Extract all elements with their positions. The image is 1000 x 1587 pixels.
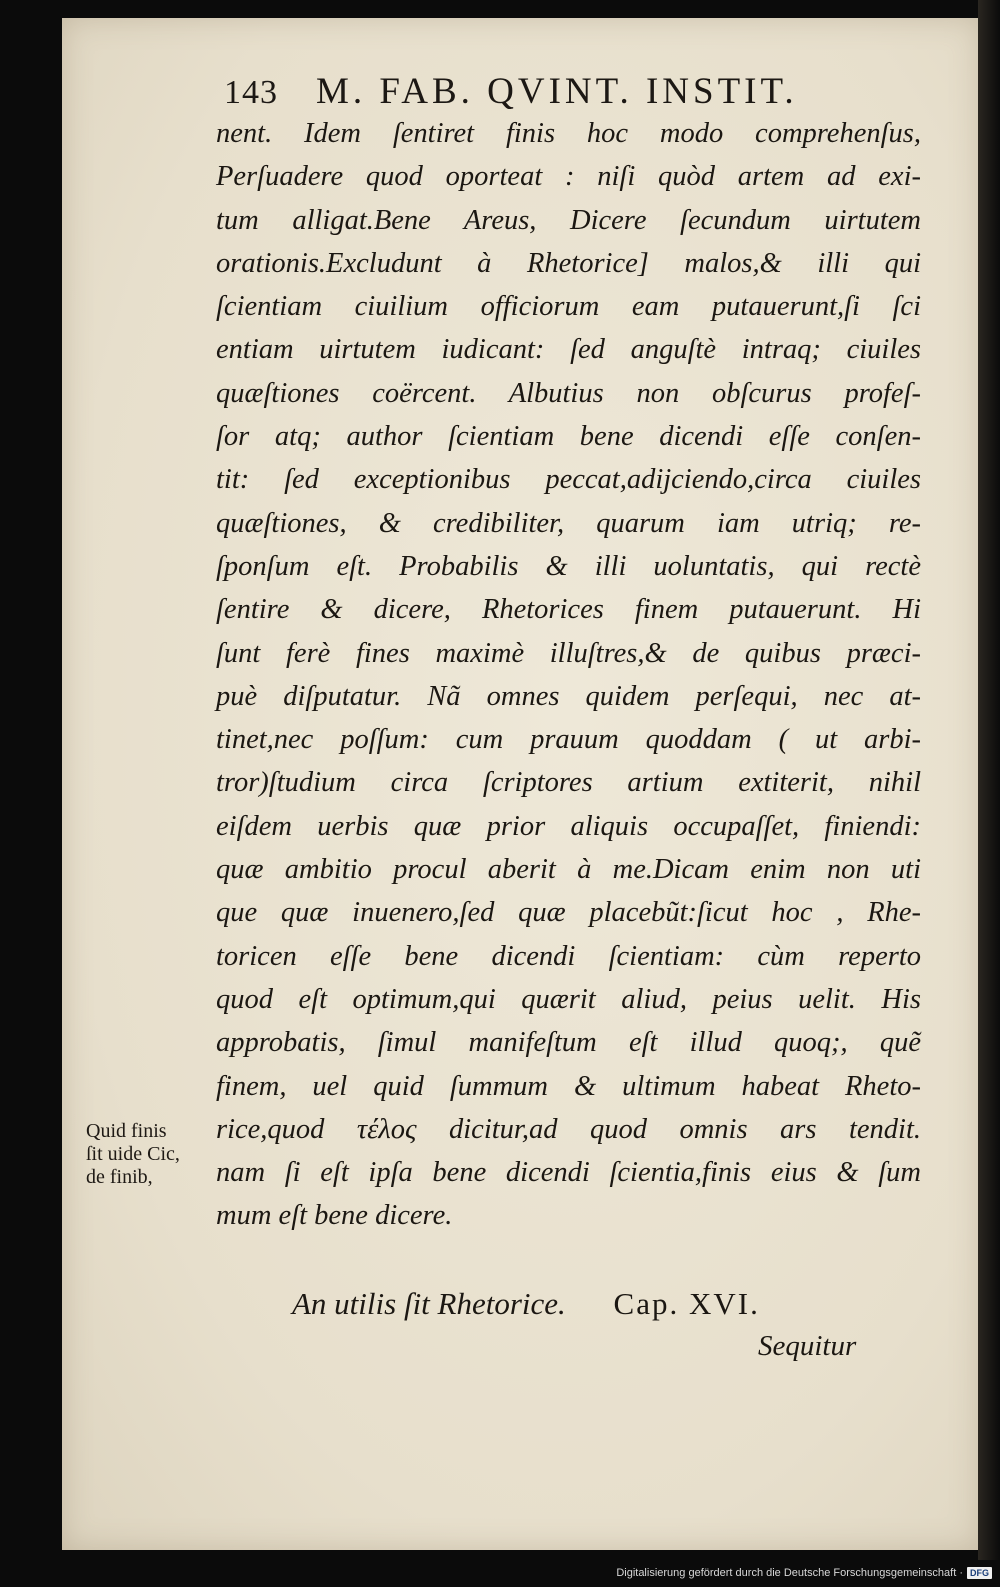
text-line: toricen eſſe bene dicendi ſcientiam: cùm reperto [216,940,921,972]
text-line: tit: ſed exceptionibus peccat,adijciendo,circa ciuiles [216,464,921,496]
text-line: puè diſputatur. Nã omnes quidem perſequi, nec at- [216,680,921,712]
margin-note-line: ſit uide Cic, [86,1143,180,1165]
page-header [224,70,914,113]
running-head: M. FAB. QVINT. INSTIT. [316,71,798,112]
text-line: nent. Idem ſentiret finis hoc modo comprehenſus, [216,118,921,149]
text-line: ſponſum eſt. Probabilis & illi uoluntatis, qui rectè [216,550,921,582]
text-line: tinet,nec poſſum: cum prauum quoddam ( ut arbi- [216,724,921,756]
text-line: quæſtiones coërcent. Albutius non obſcurus profeſ- [216,377,921,409]
body-text [216,112,921,1238]
text-line: orationis.Excludunt à Rhetorice] malos,& illi qui [216,247,921,279]
text-line: quæ ambitio procul aberit à me.Dicam enim non uti [216,854,921,886]
margin-note-line: de finib, [86,1166,153,1188]
text-line: ſor atq; author ſcientiam bene dicendi eſſe conſen- [216,421,921,453]
text-line: eiſdem uerbis quæ prior aliquis occupaſſet, finiendi: [216,810,921,842]
text-line: mum eſt bene dicere. [216,1200,453,1232]
text-line: quæſtiones, & credibiliter, quarum iam utriq; re- [216,507,921,539]
chapter-number: Cap. XVI. [613,1286,760,1321]
text-line: finem, uel quid ſummum & ultimum habeat Rheto- [216,1070,921,1102]
text-line: quod eſt optimum,qui quærit aliud, peius uelit. His [216,983,921,1015]
text-line: que quæ inuenero,ſed quæ placebũt:ſicut hoc , Rhe- [216,897,921,929]
text-line: Perſuadere quod oporteat : niſi quòd artem ad exi- [216,161,921,193]
catchword: Sequitur [758,1330,857,1362]
text-line: entiam uirtutem iudicant: ſed anguſtè intraq; ciuiles [216,334,921,366]
page-number: 143 [224,74,278,111]
text-line: ſentire & dicere, Rhetorices finem putauerunt. Hi [216,594,921,626]
digitization-footer [616,1563,992,1583]
dfg-logo: DFG [967,1567,992,1579]
text-line: tror)ſtudium circa ſcriptores artium extiterit, nihil [216,767,921,799]
text-line: tum alligat.Bene Areus, Dicere ſecundum uirtutem [216,204,921,236]
text-line: ſunt ferè fines maximè illuſtres,& de quibus præci- [216,637,921,669]
margin-note-line: Quid finis [86,1120,167,1142]
chapter-heading [292,1286,892,1322]
text-line: approbatis, ſimul manifeſtum eſt illud quoq;, quẽ [216,1027,921,1059]
text-line: rice,quod τέλος dicitur,ad quod omnis ars tendit. [216,1113,921,1145]
chapter-title: An utilis ſit Rhetorice. [292,1286,566,1321]
text-line: nam ſi eſt ipſa bene dicendi ſcientia,finis eius & ſum [216,1157,921,1189]
text-line: ſcientiam ciuilium officiorum eam putauerunt,ſi ſci [216,291,921,323]
footer-text: Digitalisierung gefördert durch die Deutsche Forschungsgemeinschaft · [616,1567,963,1579]
margin-note [86,1120,216,1189]
book-spine [978,0,1000,1560]
